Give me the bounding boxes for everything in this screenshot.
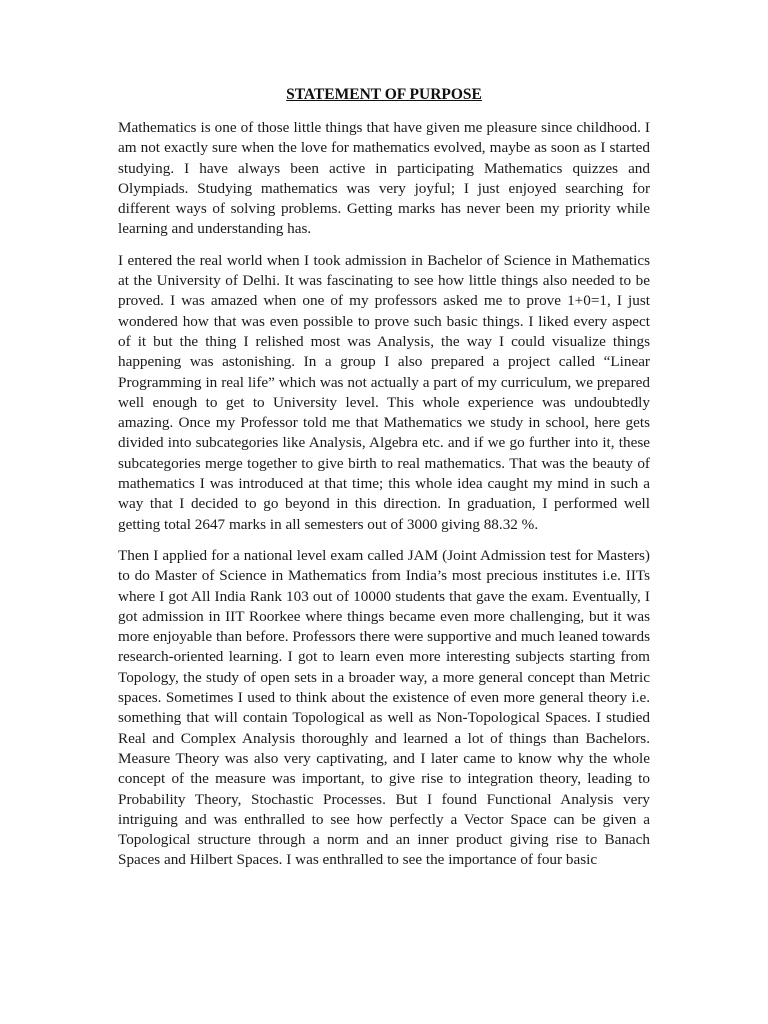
paragraph: Then I applied for a national level exam called JAM (Joint Admission test for Masters) to do Master of Science in Mathematics from India’s most precious institutes i.e. IITs where I got All India Rank 103 out of 10000 students that gave the exam. Eventually, I got admission in IIT Roorkee where things became even more challenging, but it was more enjoyable than before. Professors there were supportive and much leaned towards research-oriented learning. I got to learn even more interesting subjects starting from Topology, the study of open sets in a broader way, a more general concept than Metric spaces. Sometimes I used to think about the existence of even more general theory i.e. something that will contain Topological as well as Non-Topological Spaces. I studied Real and Complex Analysis thoroughly and learned a lot of things than Bachelors. Measure Theory was also very captivating, and I later came to know why the whole concept of the measure was important, to give rise to integration theory, leading to Probability Theory, Stochastic Processes. But I found Functional Analysis very intriguing and was enthralled to see how perfectly a Vector Space can be given a Topological structure through a norm and an inner product giving rise to Banach Spaces and Hilbert Spaces. I was enthralled to see the importance of four basic (118, 546, 650, 869)
paragraph: I entered the real world when I took admission in Bachelor of Science in Mathematics at the University of Delhi. It was fascinating to see how little things also needed to be proved. I was amazed when one of my professors asked me to prove 1+0=1, I just wondered how that was even possible to prove such basic things. I liked every aspect of it but the thing I relished most was Analysis, the way I could visualize things happening was astonishing. In a group I also prepared a project called “Linear Programming in real life” which was not actually a part of my curriculum, we prepared well enough to get to University level. This whole experience was undoubtedly amazing. Once my Professor told me that Mathematics we study in school, here gets divided into subcategories like Analysis, Algebra etc. and if we go further into it, these subcategories merge together to give birth to real mathematics. That was the beauty of mathematics I was introduced at that time; this whole idea caught my mind in such a way that I decided to go beyond in this direction. In graduation, I performed well getting total 2647 marks in all semesters out of 3000 giving 88.32 %. (118, 251, 650, 533)
paragraph: Mathematics is one of those little things that have given me pleasure since childhood. I am not exactly sure when the love for mathematics evolved, maybe as soon as I started studying. I have always been active in participating Mathematics quizzes and Olympiads. Studying mathematics was very joyful; I just enjoyed searching for different ways of solving problems. Getting marks has never been my priority while learning and understanding has. (118, 119, 650, 238)
document-title: STATEMENT OF PURPOSE (286, 86, 482, 103)
document-body (118, 118, 650, 882)
